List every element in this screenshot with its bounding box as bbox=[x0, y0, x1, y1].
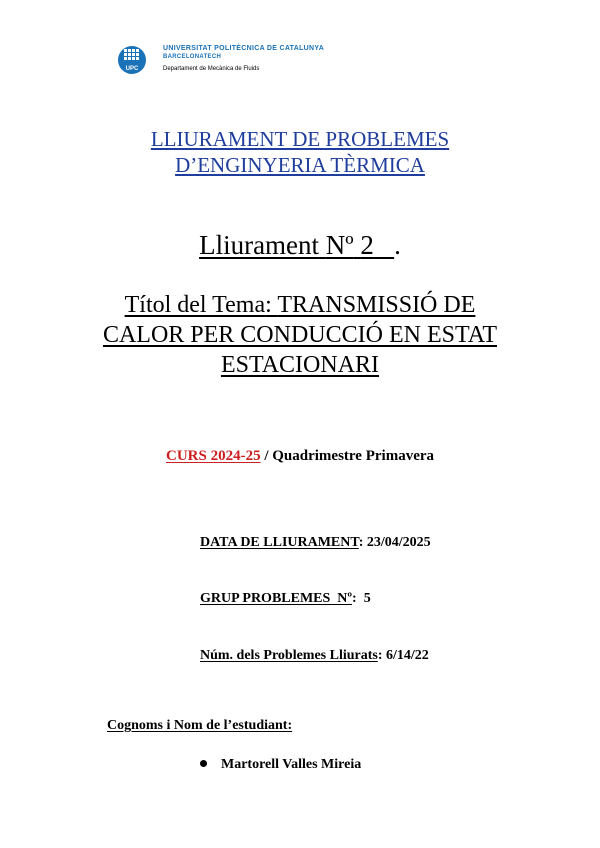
upc-logo bbox=[118, 44, 158, 76]
student-list-item bbox=[200, 757, 361, 773]
bullet-icon bbox=[200, 760, 207, 767]
lliurament-label: Lliurament bbox=[199, 230, 320, 260]
lliurament-heading bbox=[0, 229, 600, 261]
quadrimestre: Quadrimestre Primavera bbox=[272, 448, 435, 464]
logo-text: UPC bbox=[125, 66, 139, 72]
curs-separator: / bbox=[260, 448, 273, 464]
data-lliurament-field: DATA DE LLIURAMENT: 23/04/2025 bbox=[200, 535, 431, 550]
tema-line3: ESTACIONARI bbox=[220, 352, 380, 378]
document-title-line1: LLIURAMENT DE PROBLEMES bbox=[150, 127, 450, 151]
data-label: DATA DE LLIURAMENT bbox=[200, 535, 359, 550]
university-name: UNIVERSITAT POLITÈCNICA DE CATALUNYA bbox=[163, 45, 325, 52]
num-value: 6/14/22 bbox=[386, 648, 429, 663]
grup-label: GRUP PROBLEMES Nº bbox=[200, 591, 353, 606]
curs-label: CURS 2024-25 bbox=[165, 448, 261, 464]
tema-line2: CALOR PER CONDUCCIÓ EN ESTAT bbox=[102, 322, 498, 348]
data-value: 23/04/2025 bbox=[366, 535, 431, 550]
num-label: Núm. dels Problemes Lliurats bbox=[200, 648, 378, 663]
students-label: Cognoms i Nom de l’estudiant: bbox=[107, 718, 293, 733]
tema-line1: TRANSMISSIÓ DE bbox=[277, 292, 476, 318]
department-name: Departament de Mecànica de Fluids bbox=[163, 66, 260, 72]
lliurament-number: 2 bbox=[360, 230, 374, 260]
grup-value: 5 bbox=[363, 591, 371, 606]
tema-label: Títol del Tema bbox=[124, 292, 266, 318]
curs-line bbox=[0, 448, 600, 465]
tema-block: Títol del Tema: TRANSMISSIÓ DE CALOR PER CONDUCCIÓ EN ESTAT ESTACIONARI bbox=[0, 290, 600, 380]
university-subname: BARCELONATECH bbox=[163, 54, 222, 60]
document-title-line2: D’ENGINYERIA TÈRMICA bbox=[175, 153, 425, 177]
lliurament-number-label: Nº bbox=[325, 230, 354, 260]
grup-problemes-field: GRUP PROBLEMES Nº: 5 bbox=[200, 591, 371, 606]
num-problemes-field: Núm. dels Problemes Lliurats: 6/14/22 bbox=[200, 648, 429, 663]
student-name: Martorell Valles Mireia bbox=[221, 757, 362, 772]
lliurament-trailing: . bbox=[394, 230, 401, 260]
